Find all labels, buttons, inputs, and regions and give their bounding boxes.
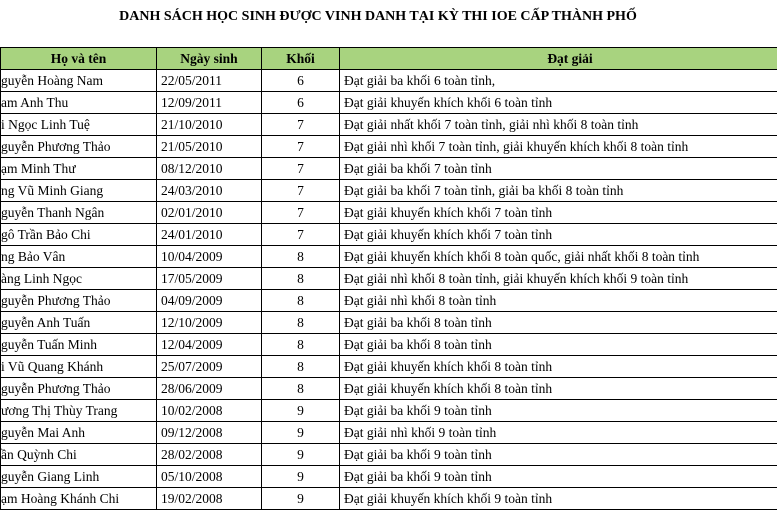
student-name-cell[interactable]: guyễn Thanh Ngân <box>1 202 157 224</box>
grade-cell[interactable]: 9 <box>262 466 340 488</box>
sheet-title: DANH SÁCH HỌC SINH ĐƯỢC VINH DANH TẠI KỲ THI IOE CẤP THÀNH PHỐ <box>119 9 637 24</box>
birth-date-cell[interactable]: 09/12/2008 <box>157 422 262 444</box>
award-cell[interactable]: Đạt giải ba khối 9 toàn tỉnh <box>340 400 777 422</box>
award-cell[interactable]: Đạt giải nhất khối 7 toàn tỉnh, giải nhì khối 8 toàn tỉnh <box>340 114 777 136</box>
award-cell[interactable]: Đạt giải khuyến khích khối 6 toàn tỉnh <box>340 92 777 114</box>
student-name-cell[interactable]: i Vũ Quang Khánh <box>1 356 157 378</box>
student-name-cell[interactable]: guyễn Tuấn Minh <box>1 334 157 356</box>
birth-date-cell[interactable]: 24/01/2010 <box>157 224 262 246</box>
student-name-cell[interactable]: ạm Minh Thư <box>1 158 157 180</box>
award-cell[interactable]: Đạt giải nhì khối 9 toàn tỉnh <box>340 422 777 444</box>
birth-date-cell[interactable]: 04/09/2009 <box>157 290 262 312</box>
student-name-cell[interactable]: gô Trần Bảo Chi <box>1 224 157 246</box>
student-name-cell[interactable]: guyễn Hoàng Nam <box>1 70 157 92</box>
grade-cell[interactable]: 7 <box>262 224 340 246</box>
grade-cell[interactable]: 7 <box>262 136 340 158</box>
award-cell[interactable]: Đạt giải khuyến khích khối 9 toàn tỉnh <box>340 488 777 510</box>
header-grade[interactable]: Khối <box>262 48 340 70</box>
birth-date-cell[interactable]: 28/06/2009 <box>157 378 262 400</box>
table-row <box>1 466 777 488</box>
table-row <box>1 70 777 92</box>
table-row <box>1 224 777 246</box>
birth-date-cell[interactable]: 21/10/2010 <box>157 114 262 136</box>
student-name-cell[interactable]: guyễn Mai Anh <box>1 422 157 444</box>
award-cell[interactable]: Đạt giải khuyến khích khối 7 toàn tỉnh <box>340 202 777 224</box>
grade-cell[interactable]: 8 <box>262 268 340 290</box>
award-cell[interactable]: Đạt giải khuyến khích khối 7 toàn tỉnh <box>340 224 777 246</box>
birth-date-cell[interactable]: 05/10/2008 <box>157 466 262 488</box>
award-cell[interactable]: Đạt giải khuyến khích khối 8 toàn quốc, giải nhất khối 8 toàn tỉnh <box>340 246 777 268</box>
birth-date-cell[interactable]: 24/03/2010 <box>157 180 262 202</box>
grade-cell[interactable]: 9 <box>262 400 340 422</box>
award-cell[interactable]: Đạt giải nhì khối 8 toàn tỉnh, giải khuyến khích khối 9 toàn tỉnh <box>340 268 777 290</box>
student-name-cell[interactable]: guyễn Phương Thảo <box>1 136 157 158</box>
grade-cell[interactable]: 9 <box>262 422 340 444</box>
table-row <box>1 202 777 224</box>
grade-cell[interactable]: 8 <box>262 290 340 312</box>
table-row <box>1 136 777 158</box>
award-cell[interactable]: Đạt giải khuyến khích khối 8 toàn tỉnh <box>340 378 777 400</box>
award-cell[interactable]: Đạt giải ba khối 6 toàn tỉnh, <box>340 70 777 92</box>
table-row <box>1 268 777 290</box>
grade-cell[interactable]: 7 <box>262 158 340 180</box>
award-cell[interactable]: Đạt giải ba khối 7 toàn tỉnh, giải ba khối 8 toàn tỉnh <box>340 180 777 202</box>
header-name[interactable]: Họ và tên <box>1 48 157 70</box>
birth-date-cell[interactable]: 12/10/2009 <box>157 312 262 334</box>
table-row <box>1 114 777 136</box>
birth-date-cell[interactable]: 10/04/2009 <box>157 246 262 268</box>
student-name-cell[interactable]: guyễn Phương Thảo <box>1 290 157 312</box>
student-name-cell[interactable]: i Ngọc Linh Tuệ <box>1 114 157 136</box>
grade-cell[interactable]: 7 <box>262 114 340 136</box>
student-name-cell[interactable]: ạm Hoàng Khánh Chi <box>1 488 157 510</box>
grade-cell[interactable]: 6 <box>262 70 340 92</box>
award-cell[interactable]: Đạt giải ba khối 8 toàn tỉnh <box>340 334 777 356</box>
student-name-cell[interactable]: guyễn Anh Tuấn <box>1 312 157 334</box>
table-row <box>1 422 777 444</box>
award-cell[interactable]: Đạt giải ba khối 9 toàn tỉnh <box>340 466 777 488</box>
table-row <box>1 180 777 202</box>
student-name-cell[interactable]: ng Vũ Minh Giang <box>1 180 157 202</box>
honor-list-table <box>0 47 777 510</box>
header-dob[interactable]: Ngày sinh <box>157 48 262 70</box>
student-name-cell[interactable]: guyễn Phương Thảo <box>1 378 157 400</box>
birth-date-cell[interactable]: 12/04/2009 <box>157 334 262 356</box>
header-row <box>1 48 777 70</box>
table-row <box>1 488 777 510</box>
grade-cell[interactable]: 8 <box>262 246 340 268</box>
birth-date-cell[interactable]: 19/02/2008 <box>157 488 262 510</box>
award-cell[interactable]: Đạt giải ba khối 8 toàn tỉnh <box>340 312 777 334</box>
table-row <box>1 356 777 378</box>
table-row <box>1 246 777 268</box>
birth-date-cell[interactable]: 12/09/2011 <box>157 92 262 114</box>
table-row <box>1 378 777 400</box>
table-row <box>1 290 777 312</box>
award-cell[interactable]: Đạt giải nhì khối 8 toàn tỉnh <box>340 290 777 312</box>
birth-date-cell[interactable]: 21/05/2010 <box>157 136 262 158</box>
grade-cell[interactable]: 7 <box>262 180 340 202</box>
grade-cell[interactable]: 8 <box>262 334 340 356</box>
student-name-cell[interactable]: am Anh Thu <box>1 92 157 114</box>
birth-date-cell[interactable]: 22/05/2011 <box>157 70 262 92</box>
birth-date-cell[interactable]: 25/07/2009 <box>157 356 262 378</box>
table-row <box>1 334 777 356</box>
student-name-cell[interactable]: ương Thị Thùy Trang <box>1 400 157 422</box>
birth-date-cell[interactable]: 28/02/2008 <box>157 444 262 466</box>
table-row <box>1 312 777 334</box>
table-row <box>1 444 777 466</box>
student-name-cell[interactable]: àng Linh Ngọc <box>1 268 157 290</box>
birth-date-cell[interactable]: 10/02/2008 <box>157 400 262 422</box>
student-name-cell[interactable]: ần Quỳnh Chi <box>1 444 157 466</box>
student-name-cell[interactable]: guyễn Giang Linh <box>1 466 157 488</box>
header-award[interactable]: Đạt giải <box>340 48 777 70</box>
grade-cell[interactable]: 9 <box>262 444 340 466</box>
award-cell[interactable]: Đạt giải khuyến khích khối 8 toàn tỉnh <box>340 356 777 378</box>
table-row <box>1 92 777 114</box>
student-name-cell[interactable]: ng Bảo Vân <box>1 246 157 268</box>
birth-date-cell[interactable]: 08/12/2010 <box>157 158 262 180</box>
table-row <box>1 158 777 180</box>
award-cell[interactable]: Đạt giải ba khối 9 toàn tỉnh <box>340 444 777 466</box>
grade-cell[interactable]: 8 <box>262 378 340 400</box>
table-body <box>1 70 777 510</box>
award-cell[interactable]: Đạt giải ba khối 7 toàn tỉnh <box>340 158 777 180</box>
table-row <box>1 400 777 422</box>
grade-cell[interactable]: 9 <box>262 488 340 510</box>
birth-date-cell[interactable]: 02/01/2010 <box>157 202 262 224</box>
grade-cell[interactable]: 8 <box>262 312 340 334</box>
grade-cell[interactable]: 8 <box>262 356 340 378</box>
grade-cell[interactable]: 7 <box>262 202 340 224</box>
grade-cell[interactable]: 6 <box>262 92 340 114</box>
award-cell[interactable]: Đạt giải nhì khối 7 toàn tỉnh, giải khuyến khích khối 8 toàn tỉnh <box>340 136 777 158</box>
birth-date-cell[interactable]: 17/05/2009 <box>157 268 262 290</box>
